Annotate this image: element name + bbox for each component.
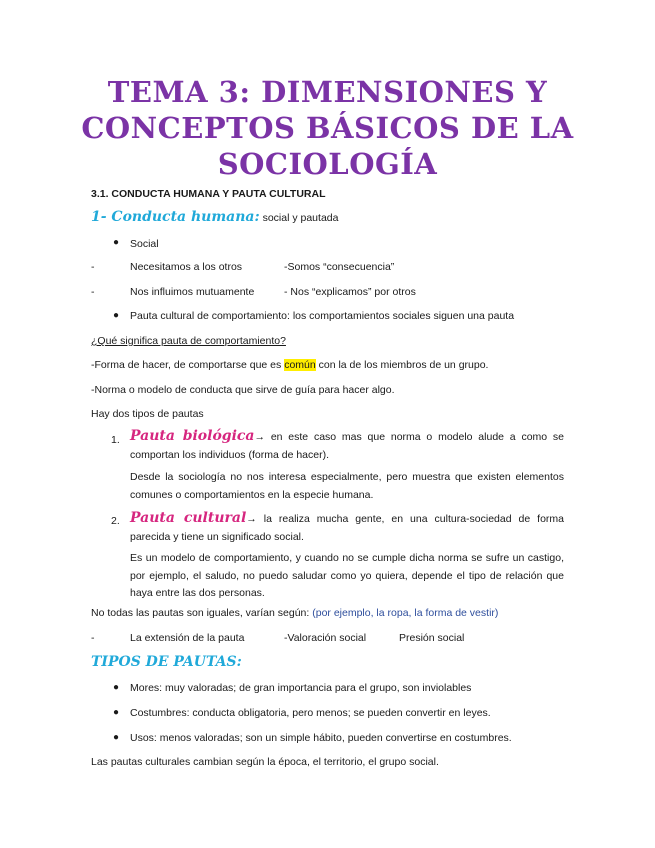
dash-marker: - bbox=[91, 261, 95, 273]
item2-text bbox=[130, 510, 564, 546]
title-line: CONCEPTOS BÁSICOS DE LA bbox=[81, 111, 574, 145]
dash-row-b: -Somos “consecuencia” bbox=[284, 261, 395, 273]
item1-text bbox=[130, 428, 564, 464]
varian-valoracion: -Valoración social bbox=[284, 632, 367, 644]
section-heading: 3.1. CONDUCTA HUMANA Y PAUTA CULTURAL bbox=[91, 188, 326, 200]
norma-line: -Norma o modelo de conducta que sirve de guía para hacer algo. bbox=[91, 384, 395, 396]
forma-line bbox=[91, 358, 488, 372]
bullet-icon: ● bbox=[113, 237, 120, 248]
forma-post: con la de los miembros de un grupo. bbox=[315, 359, 489, 371]
bullet-icon: ● bbox=[113, 682, 120, 693]
title-line: SOCIOLOGÍA bbox=[217, 147, 438, 181]
varian-extension: La extensión de la pauta bbox=[130, 632, 245, 644]
list-number: 2. bbox=[111, 515, 120, 527]
tipo-usos: Usos: menos valoradas; son un simple hábito, pueden convertirse en costumbres. bbox=[130, 732, 512, 744]
final-line: Las pautas culturales cambian según la época, el territorio, el grupo social. bbox=[91, 756, 439, 768]
conducta-rest: social y pautada bbox=[259, 212, 339, 224]
dash-marker: - bbox=[91, 632, 95, 644]
tipo-mores: Mores: muy valoradas; de gran importancia para el grupo, son inviolables bbox=[130, 682, 472, 694]
bullet-icon: ● bbox=[113, 707, 120, 718]
bullet-icon: ● bbox=[113, 732, 120, 743]
list-number: 1. bbox=[111, 434, 120, 446]
no-todas-example: (por ejemplo, la ropa, la forma de vestir) bbox=[312, 607, 499, 619]
no-todas-line bbox=[91, 606, 498, 620]
conducta-heading: 1- Conducta humana: bbox=[91, 209, 260, 225]
dash-row-a: Necesitamos a los otros bbox=[130, 261, 243, 273]
tipos-heading: TIPOS DE PAUTAS: bbox=[91, 654, 242, 670]
bullet-pauta: Pauta cultural de comportamiento: los comportamientos sociales siguen una pauta bbox=[130, 310, 515, 322]
hay-line: Hay dos tipos de pautas bbox=[91, 408, 204, 420]
item2-para: Es un modelo de comportamiento, y cuando no se cumple dicha norma se sufre un castigo, por ejemplo, el saludo, no puedo saludar como yo quiera, depende el tipo de relación que haya entre las dos personas. bbox=[130, 552, 564, 599]
title-line: TEMA 3: DIMENSIONES Y bbox=[107, 75, 548, 109]
varian-presion: Presión social bbox=[399, 632, 465, 644]
forma-pre: -Forma de hacer, de comportarse que es bbox=[91, 359, 285, 371]
item2-heading: Pauta cultural bbox=[130, 510, 247, 526]
tipo-costumbres: Costumbres: conducta obligatoria, pero menos; se pueden convertir en leyes. bbox=[130, 707, 491, 719]
conducta-line bbox=[91, 210, 338, 225]
no-todas-pre: No todas las pautas son iguales, varían según: bbox=[91, 607, 313, 619]
dash-row-a: Nos influimos mutuamente bbox=[130, 286, 255, 298]
item1-para: Desde la sociología no nos interesa especialmente, pero muestra que existen elementos comunes o comportamientos en la especie humana. bbox=[130, 471, 564, 501]
bullet-icon: ● bbox=[113, 310, 120, 321]
dash-marker: - bbox=[91, 286, 95, 298]
item1-heading: Pauta biológica bbox=[130, 428, 255, 444]
dash-row-b: - Nos “explicamos” por otros bbox=[284, 286, 416, 298]
bullet-social: Social bbox=[130, 238, 159, 250]
item1-body: → en este caso mas que norma o modelo alude a como se comportan los individuos (forma de hacer). bbox=[130, 431, 565, 461]
forma-highlight: común bbox=[284, 359, 316, 371]
page-title bbox=[60, 74, 595, 182]
item2-body: → la realiza mucha gente, en una cultura-sociedad de forma parecida y tiene un significado social. bbox=[130, 513, 565, 543]
question: ¿Qué significa pauta de comportamiento? bbox=[91, 335, 286, 347]
